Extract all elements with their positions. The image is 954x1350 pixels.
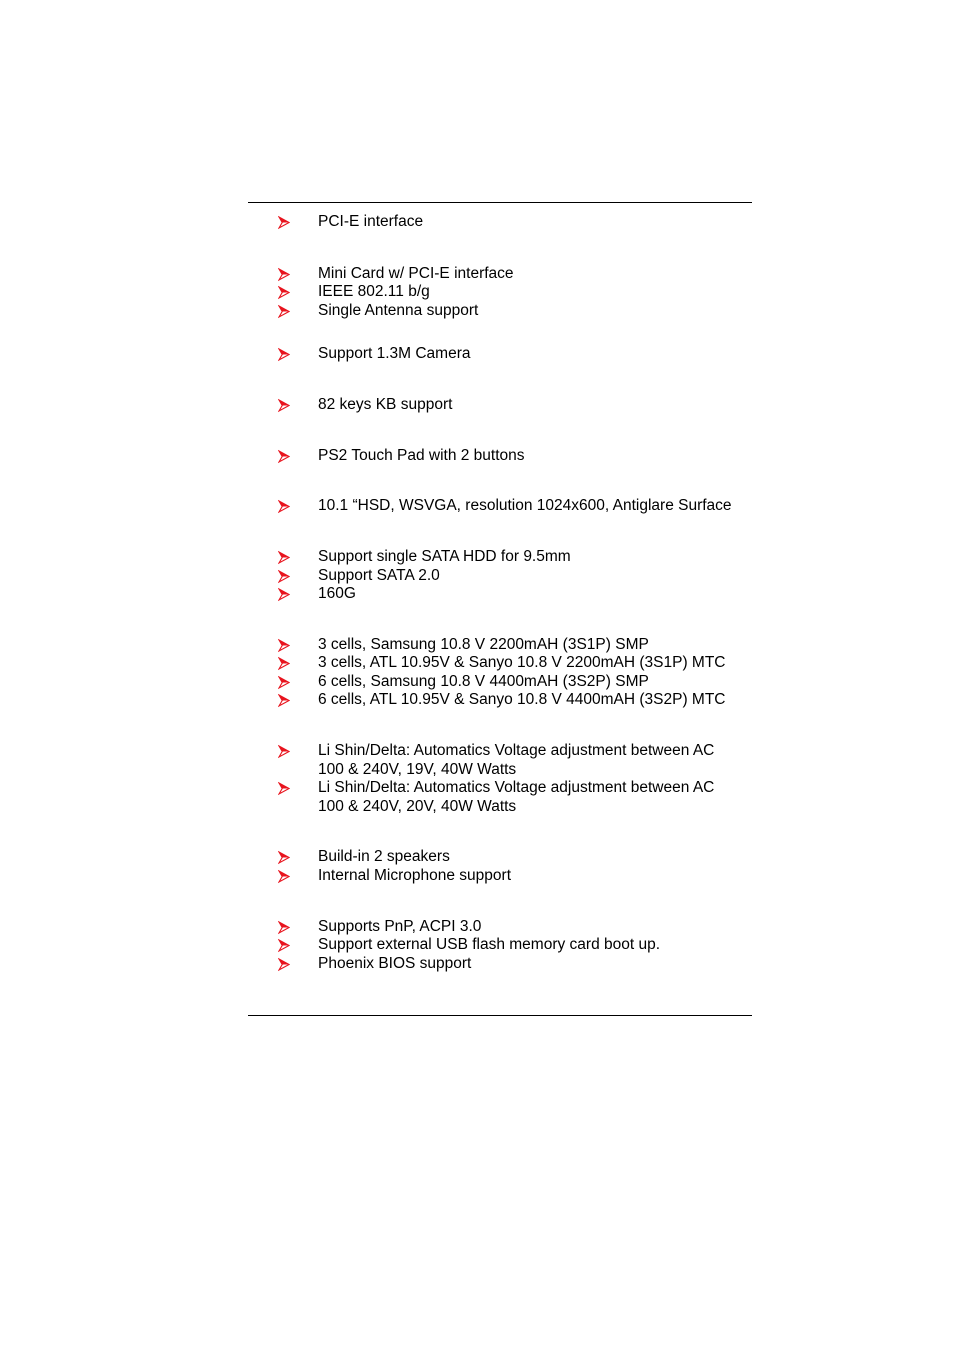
list-item-text: [318, 742, 758, 779]
arrow-bullet-icon: [278, 654, 292, 672]
list-item-text: [318, 585, 758, 604]
list-item-text: [318, 447, 758, 466]
list-item-text: [318, 302, 758, 321]
list-item-line: PCI-E interface: [318, 213, 424, 230]
arrow-bullet-icon: [278, 955, 292, 973]
list-item-text: [318, 955, 758, 974]
list-item-line: Mini Card w/ PCI-E interface: [318, 265, 514, 282]
arrow-bullet-icon: [278, 302, 292, 320]
list-item-text: [318, 848, 758, 867]
list-item-text: [318, 867, 758, 886]
list-item-text: [318, 213, 758, 232]
list-item-line: 100 & 240V, 20V, 40W Watts: [318, 797, 517, 815]
list-item-text: [318, 497, 758, 516]
list-item-line: IEEE 802.11 b/g: [318, 283, 430, 300]
list-item-line: Build-in 2 speakers: [318, 848, 450, 865]
arrow-bullet-icon: [278, 848, 292, 866]
list-item-line: Supports PnP, ACPI 3.0: [318, 918, 482, 935]
list-item-line: Li Shin/Delta: Automatics Voltage adjustment between AC: [318, 742, 715, 759]
arrow-bullet-icon: [278, 867, 292, 885]
arrow-bullet-icon: [278, 345, 292, 363]
arrow-bullet-icon: [278, 497, 292, 515]
list-item-line: 10.1 “HSD, WSVGA, resolution 1024x600, Antiglare Surface: [318, 497, 732, 514]
list-item-line: Internal Microphone support: [318, 867, 512, 884]
arrow-bullet-icon: [278, 447, 292, 465]
arrow-bullet-icon: [278, 567, 292, 585]
list-item-line: Single Antenna support: [318, 302, 479, 319]
list-item-line: 100 & 240V, 19V, 40W Watts: [318, 760, 517, 778]
arrow-bullet-icon: [278, 779, 292, 797]
arrow-bullet-icon: [278, 936, 292, 954]
list-item-line: 160G: [318, 585, 356, 602]
arrow-bullet-icon: [278, 636, 292, 654]
list-item-text: [318, 918, 758, 937]
list-item-line: 6 cells, ATL 10.95V & Sanyo 10.8 V 4400mAH (3S2P) MTC: [318, 691, 726, 708]
arrow-bullet-icon: [278, 691, 292, 709]
list-item-text: [318, 936, 758, 955]
list-item-line: Li Shin/Delta: Automatics Voltage adjustment between AC: [318, 779, 715, 796]
arrow-bullet-icon: [278, 265, 292, 283]
list-item-line: Phoenix BIOS support: [318, 955, 472, 972]
arrow-bullet-icon: [278, 742, 292, 760]
list-item-text: [318, 265, 758, 284]
list-item-text: [318, 283, 758, 302]
arrow-bullet-icon: [278, 213, 292, 231]
list-item-line: Support 1.3M Camera: [318, 345, 471, 362]
list-item-text: [318, 654, 758, 673]
arrow-bullet-icon: [278, 918, 292, 936]
top-rule: [248, 202, 752, 203]
bottom-rule: [248, 1015, 752, 1016]
list-item-text: [318, 548, 758, 567]
list-item-line: 82 keys KB support: [318, 396, 453, 413]
arrow-bullet-icon: [278, 396, 292, 414]
arrow-bullet-icon: [278, 548, 292, 566]
list-item-text: [318, 567, 758, 586]
list-item-line: PS2 Touch Pad with 2 buttons: [318, 447, 525, 464]
list-item-line: 3 cells, Samsung 10.8 V 2200mAH (3S1P) SMP: [318, 636, 649, 653]
list-item-text: [318, 779, 758, 816]
arrow-bullet-icon: [278, 673, 292, 691]
arrow-bullet-icon: [278, 585, 292, 603]
list-item-line: Support single SATA HDD for 9.5mm: [318, 548, 571, 565]
list-item-text: [318, 636, 758, 655]
list-item-text: [318, 691, 758, 710]
list-item-text: [318, 673, 758, 692]
list-item-text: [318, 345, 758, 364]
list-item-line: Support external USB flash memory card boot up.: [318, 936, 661, 953]
list-item-line: 3 cells, ATL 10.95V & Sanyo 10.8 V 2200mAH (3S1P) MTC: [318, 654, 726, 671]
list-item-line: Support SATA 2.0: [318, 567, 440, 584]
list-item-line: 6 cells, Samsung 10.8 V 4400mAH (3S2P) SMP: [318, 673, 649, 690]
arrow-bullet-icon: [278, 283, 292, 301]
list-item-text: [318, 396, 758, 415]
